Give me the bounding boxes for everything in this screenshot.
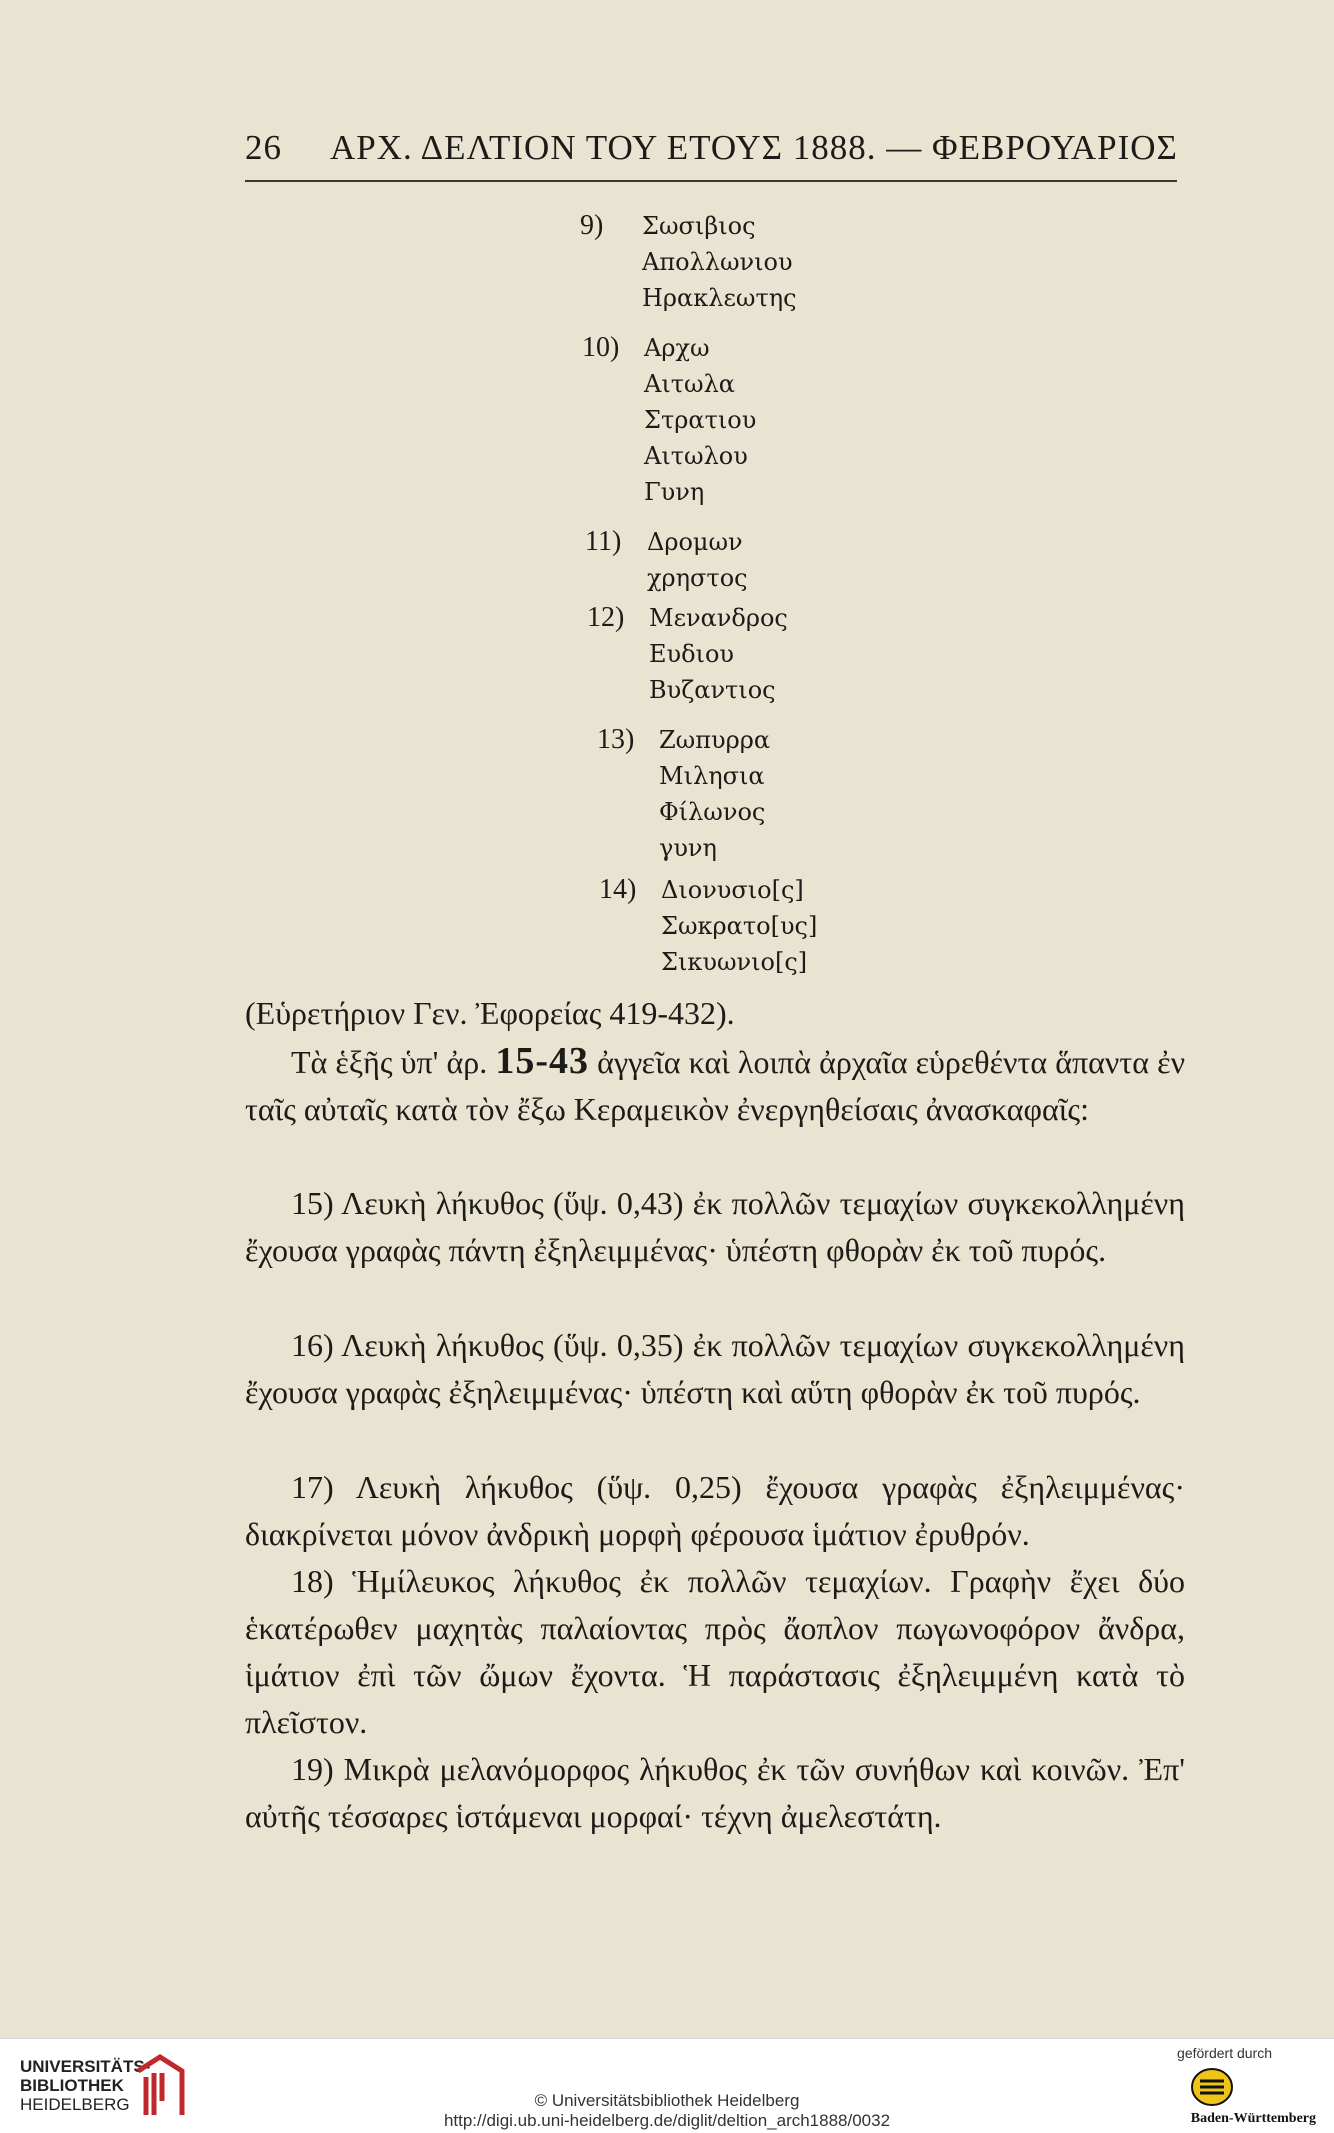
paragraph-15 [245,1180,1185,1274]
inscription-line: γυνη [659,834,717,862]
viewer-footer [0,2038,1334,2133]
funder-name: Baden-Württemberg [1190,2111,1316,2126]
entry-number: 14) [599,874,637,905]
item-range: 15-43 [495,1040,590,1082]
inscription-line: Δρομων [647,528,743,556]
inscription-line: Σωκρατο[υς] [661,912,818,940]
header-rule [245,180,1177,182]
inscription-line: Απολλωνιου [642,248,793,276]
intro-text-end: ἀγγεῖα καὶ λοιπὰ ἀρχαῖα εὑρεθέντα ἅπαντα ἐν ταῖς αὐταῖς κατὰ τὸν ἔξω Κεραμεικὸν ἐνεργηθείσαις ἀνασκαφαῖς: [245,1044,1186,1127]
entry-number: 13) [597,724,635,755]
entry-number: 12) [587,602,625,633]
inscription-line: Μενανδρος [649,604,788,632]
inscription-line: Ευδιου [649,640,735,668]
inscription-line: Ηρακλεωτης [642,284,797,312]
intro-text-start: Τὰ ἑξῆς ὑπ' ἀρ. [291,1044,488,1080]
permalink[interactable]: http://digi.ub.uni-heidelberg.de/diglit/deltion_arch1888/0032 [443,2111,891,2130]
inscription-line: Μιλησια [659,762,765,790]
journal-title: ΑΡΧ. ΔΕΛΤΙΟΝ ΤΟΥ ΕΤΟΥΣ 1888. — ΦΕΒΡΟΥΑΡΙΟΣ [330,128,1178,167]
entry-number: 11) [585,526,622,557]
entry-number: 10) [582,332,620,363]
paragraph-17 [245,1464,1185,1558]
inscription-line: Φίλωνος [659,798,766,826]
state-emblem-icon [1190,2067,1234,2107]
reference-line: (Εὑρετήριον Γεν. Ἐφορείας 419-432). [245,995,735,1031]
paragraph-intro [245,1038,1185,1133]
paragraph-16 [245,1322,1185,1416]
inscription-line: Αιτωλου [644,442,748,470]
inscription-line: Γυνη [644,478,705,506]
inscription-line: Βυζαντιος [649,676,776,704]
inscription-line: Σικυωνιο[ς] [661,948,808,976]
inscription-line: Αιτωλα [644,370,736,398]
copyright-text: © Universitätsbibliothek Heidelberg [534,2091,800,2110]
inscription-line: Σωσιβιος [642,212,756,240]
paragraph-text: 17) Λευκὴ λήκυθος (ὕψ. 0,25) ἔχουσα γραφὰς ἐξηλειμμένας· διακρίνεται μόνον ἀνδρικὴ μορφὴ φέρουσα ἱμάτιον ἐρυθρόν. [245,1469,1185,1552]
paragraph-text: 19) Μικρὰ μελανόμορφος λήκυθος ἐκ τῶν συνήθων καὶ κοινῶν. Ἐπ' αὐτῆς τέσσαρες ἱστάμεναι μορφαί· τέχνη ἀμελεστάτη. [245,1751,1185,1834]
inscription-line: Διονυσιο[ς] [661,876,804,904]
paragraph-19 [245,1746,1185,1840]
page-number: 26 [245,128,282,167]
funded-by-label: gefördert durch [1177,2045,1272,2061]
paragraph-18 [245,1558,1185,1746]
inscription-line: χρηστος [647,564,748,592]
inscription-line: Αρχω [644,334,710,362]
copyright-block [0,2091,1334,2131]
inscription-line: Ζωπυρρα [659,726,771,754]
inscription-line: Στρατιου [644,406,757,434]
library-name-line: HEIDELBERG [20,2095,130,2114]
paragraph-text: 18) Ἡμίλευκος λήκυθος ἐκ πολλῶν τεμαχίων. Γραφὴν ἔχει δύο ἑκατέρωθεν μαχητὰς παλαίοντας πρὸς ἄοπλον πωγωνοφόρον ἄνδρα, ἱμάτιον ἐπὶ τῶν ὤμων ἔχοντα. Ἡ παράστασις ἐξηλειμμένη κατὰ τὸ πλεῖστον. [245,1563,1185,1740]
paragraph-text: 16) Λευκὴ λήκυθος (ὕψ. 0,35) ἐκ πολλῶν τεμαχίων συγκεκολλημένη ἔχουσα γραφὰς ἐξηλειμμένας· ὑπέστη καὶ αὕτη φθορὰν ἐκ τοῦ πυρός. [245,1327,1185,1410]
paragraph-text: 15) Λευκὴ λήκυθος (ὕψ. 0,43) ἐκ πολλῶν τεμαχίων συγκεκολλημένη ἔχουσα γραφὰς πάντη ἐξηλειμμένας· ὑπέστη φθορὰν ἐκ τοῦ πυρός. [245,1185,1185,1268]
library-name-line: BIBLIOTHEK [20,2076,124,2095]
library-name-line: UNIVERSITÄTS- [20,2057,151,2076]
entry-number: 9) [580,210,604,241]
